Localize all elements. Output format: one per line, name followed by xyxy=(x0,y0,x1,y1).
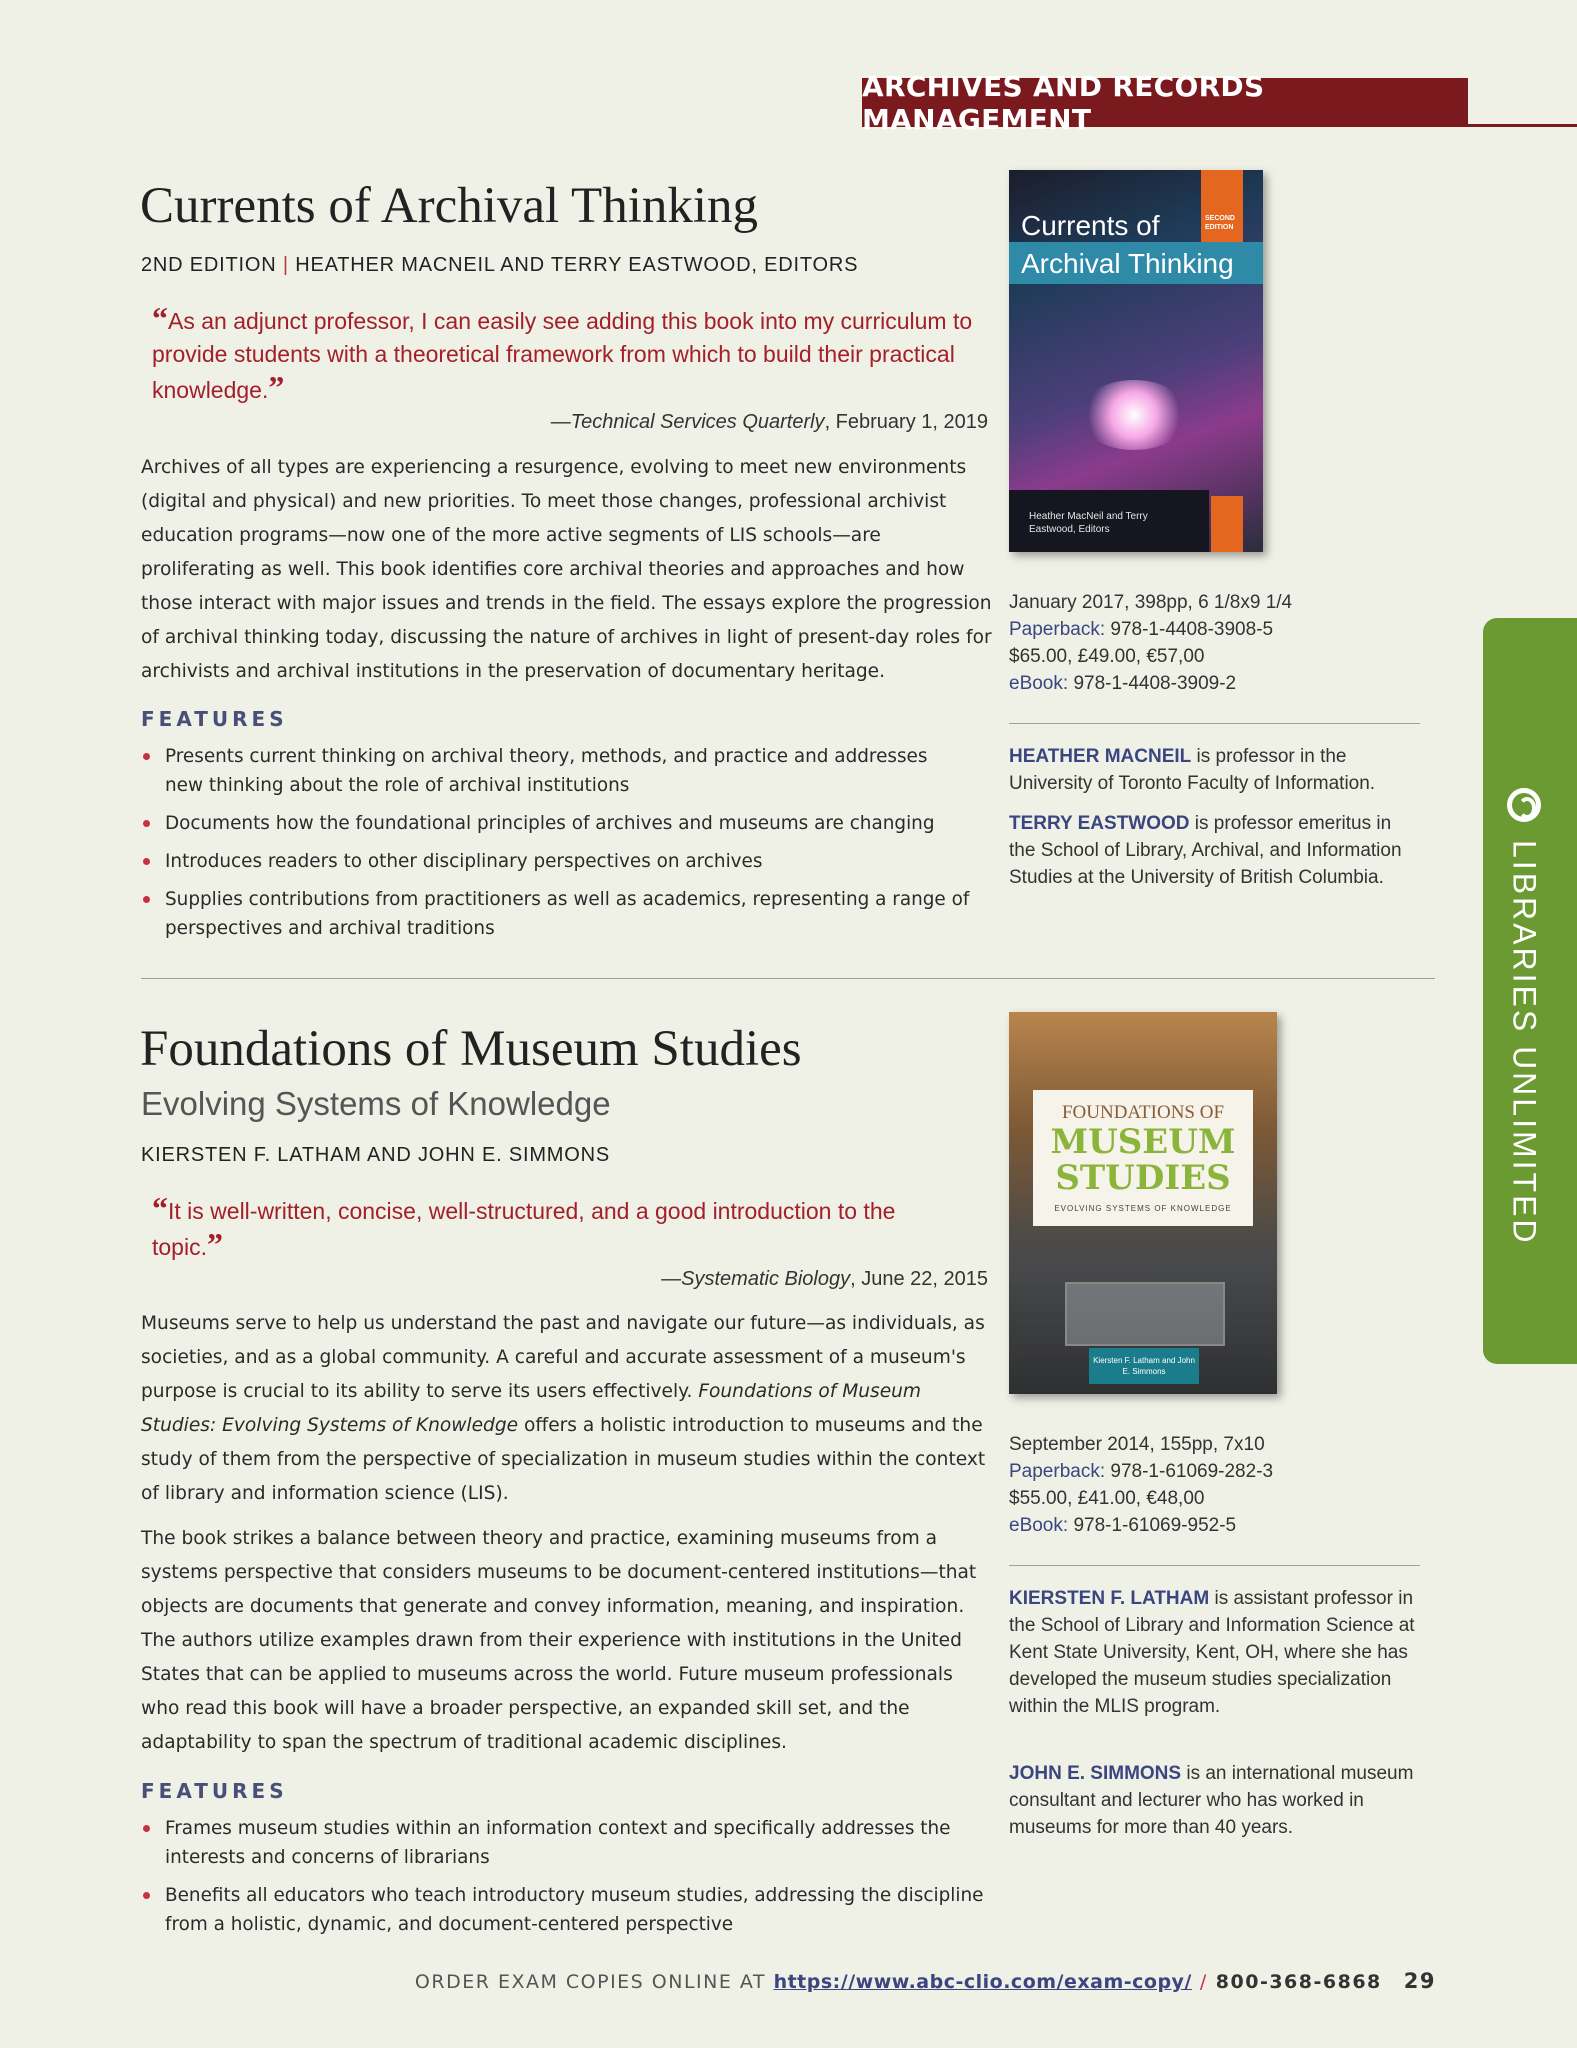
cover-studies: STUDIES xyxy=(1055,1158,1231,1198)
book2-author-bio-1 xyxy=(1009,1585,1429,1720)
feature-item: Benefits all educators who teach introductory museum studies, addressing the discipline from a holistic, dynamic, and document-centered perspective xyxy=(141,1881,1001,1939)
footer-order-text: ORDER EXAM COPIES ONLINE AT xyxy=(414,1971,774,1993)
feature-item: Introduces readers to other disciplinary perspectives on archives xyxy=(141,847,971,876)
cover-line2 xyxy=(1033,1124,1253,1196)
book2-quote-text: It is well-written, concise, well-structured, and a good introduction to the topic. xyxy=(152,1198,896,1260)
cover-authors: Heather MacNeil and Terry Eastwood, Editors xyxy=(1029,511,1148,535)
prices: $55.00, £41.00, €48,00 xyxy=(1009,1488,1205,1509)
ebook-label: eBook: xyxy=(1009,1515,1069,1536)
author-name: TERRY EASTWOOD xyxy=(1009,813,1190,834)
feature-item: Frames museum studies within an information context and specifically addresses the interests and concerns of librarians xyxy=(141,1814,1001,1872)
book1-authors: HEATHER MACNEIL AND TERRY EASTWOOD, EDITORS xyxy=(295,254,859,276)
ebook-label: eBook: xyxy=(1009,673,1069,694)
section-banner xyxy=(862,69,1468,136)
desc-italic-title: Foundations of Museum Studies: Evolving Systems of Knowledge xyxy=(141,1381,922,1436)
author-name: KIERSTEN F. LATHAM xyxy=(1009,1588,1210,1609)
meta-divider xyxy=(1009,1565,1420,1566)
section-title: ARCHIVES AND RECORDS MANAGEMENT xyxy=(862,69,1265,136)
page-number: 29 xyxy=(1403,1969,1436,1993)
book2-quote xyxy=(152,1192,912,1264)
book1-title: Currents of Archival Thinking xyxy=(140,178,759,234)
book1-author-bio-2 xyxy=(1009,810,1409,891)
cover-museum: MUSEUM xyxy=(1050,1122,1236,1162)
prices: $65.00, £49.00, €57,00 xyxy=(1009,646,1205,667)
cover-subtitle: EVOLVING SYSTEMS OF KNOWLEDGE xyxy=(1054,1204,1232,1213)
cover-accent-bottom xyxy=(1211,496,1243,552)
feature-item: Supplies contributions from practitioners as well as academics, representing a range of perspectives and archival traditions xyxy=(141,885,971,943)
cover-title-line1: Currents of xyxy=(1021,210,1160,241)
book1-byline xyxy=(141,254,858,277)
paperback-label: Paperback: xyxy=(1009,619,1106,640)
author-bio: is an international museum consultant and lecturer who has worked in museums for more than 40 years. xyxy=(1009,1763,1414,1838)
book1-description: Archives of all types are experiencing a resurgence, evolving to meet new environments (digital and physical) and new priorities. To meet those changes, professional archivist education programs—now one of the more active segments of LIS schools—are proliferating as well. This book identifies core archival theories and approaches and how those interact with major issues and trends in the field. The essays explore the progression of archival thinking today, discussing the nature of archives in light of present-day roles for archivists and archival institutions in the preservation of documentary heritage. xyxy=(141,457,992,682)
ebook-isbn: 978-1-4408-3909-2 xyxy=(1073,673,1237,694)
paperback-label: Paperback: xyxy=(1009,1461,1106,1482)
book1-author-bio-1 xyxy=(1009,743,1429,797)
feature-item: Documents how the foundational principles of archives and museums are changing xyxy=(141,809,971,838)
book1-pub-info xyxy=(1009,589,1429,697)
banner-rule xyxy=(1468,124,1577,127)
book2-author-bio-2 xyxy=(1009,1760,1429,1841)
book2-pub-info xyxy=(1009,1431,1429,1539)
feature-item: Presents current thinking on archival theory, methods, and practice and addresses new thinking about the role of archival institutions xyxy=(141,742,971,800)
byline-separator: | xyxy=(282,254,289,276)
book2-cover-image xyxy=(1009,1012,1277,1394)
cover-edition: SECOND EDITION xyxy=(1205,215,1235,231)
book2-features-heading: FEATURES xyxy=(141,1779,288,1803)
book1-quote-date: , February 1, 2019 xyxy=(824,411,988,433)
page-footer xyxy=(0,1969,1436,1993)
cover-display-case xyxy=(1065,1282,1225,1346)
book1-features-heading: FEATURES xyxy=(141,707,288,731)
book2-description-p1 xyxy=(141,1307,993,1511)
author-bio: is professor in the University of Toronto Faculty of Information. xyxy=(1009,746,1376,794)
book1-quote xyxy=(152,302,992,407)
meta-divider xyxy=(1009,723,1420,724)
book2-features-list xyxy=(141,1814,1001,1948)
book1-cover-image xyxy=(1009,170,1263,552)
cover-title-panel xyxy=(1033,1090,1253,1226)
book1-quote-source: Technical Services Quarterly xyxy=(570,411,825,433)
desc-text: offers a holistic introduction to museums and the study of them from the perspective of specialization in museum studies within the context of library and information science (LIS). xyxy=(141,1415,986,1504)
paperback-isbn: 978-1-61069-282-3 xyxy=(1110,1461,1274,1482)
pub-info: September 2014, 155pp, 7x10 xyxy=(1009,1434,1265,1455)
book2-quote-attribution: —Systematic Biology, June 22, 2015 xyxy=(661,1268,988,1290)
book1-features-list xyxy=(141,742,971,952)
author-name: HEATHER MACNEIL xyxy=(1009,746,1192,767)
author-name: JOHN E. SIMMONS xyxy=(1009,1763,1182,1784)
book2-title: Foundations of Museum Studies xyxy=(140,1021,802,1077)
book1-edition: 2ND EDITION xyxy=(141,254,277,276)
author-bio: is assistant professor in the School of Library and Information Science at Kent State University, Kent, OH, where she has developed the museum studies specialization within the MLIS program. xyxy=(1009,1588,1415,1717)
book2-description-p2: The book strikes a balance between theory and practice, examining museums from a systems perspective that considers museums to be document-centered institutions—that objects are documents that generate and convey information, meaning, and inspiration. The authors utilize examples drawn from their experience with institutions in the United States that can be applied to museums across the world. Future museum professionals who read this book will have a broader perspective, an expanded skill set, and the adaptability to span the spectrum of traditional academic disciplines. xyxy=(141,1528,977,1753)
exam-copy-link[interactable]: https://www.abc-clio.com/exam-copy/ xyxy=(773,1971,1192,1993)
book1-quote-text: As an adjunct professor, I can easily see adding this book into my curriculum to provide students with a theoretical framework from which to build their practical knowledge. xyxy=(152,308,973,403)
open-quote-mark: “ xyxy=(152,1190,168,1226)
cover-title-line2: Archival Thinking xyxy=(1021,248,1234,279)
libraries-unlimited-logo-icon xyxy=(1507,788,1541,822)
desc-text: Museums serve to help us understand the past and navigate our future—as individuals, as societies, and as a global community. A careful and accurate assessment of a museum's purpose is crucial to its ability to serve its users effectively. xyxy=(141,1313,985,1402)
book2-authors: KIERSTEN F. LATHAM AND JOHN E. SIMMONS xyxy=(141,1144,610,1166)
side-tab-label: LIBRARIES UNLIMITED xyxy=(1506,840,1543,1246)
cover-authors: Kiersten F. Latham and John E. Simmons xyxy=(1089,1348,1199,1384)
paperback-isbn: 978-1-4408-3908-5 xyxy=(1110,619,1274,640)
book2-quote-date: , June 22, 2015 xyxy=(850,1268,988,1290)
footer-phone: 800-368-6868 xyxy=(1215,1971,1382,1993)
close-quote-mark: ” xyxy=(268,369,285,405)
close-quote-mark: ” xyxy=(206,1226,223,1262)
ebook-isbn: 978-1-61069-952-5 xyxy=(1073,1515,1237,1536)
author-bio: is professor emeritus in the School of Library, Archival, and Information Studies at the University of British Columbia. xyxy=(1009,813,1402,888)
book2-quote-source: Systematic Biology xyxy=(681,1268,851,1290)
book1-quote-attribution: —Technical Services Quarterly, February 1, 2019 xyxy=(550,411,988,433)
book2-subtitle: Evolving Systems of Knowledge xyxy=(141,1085,611,1122)
cover-glow xyxy=(1079,380,1189,450)
footer-separator: / xyxy=(1199,1971,1208,1993)
open-quote-mark: “ xyxy=(152,300,168,336)
pub-info: January 2017, 398pp, 6 1/8x9 1/4 xyxy=(1009,592,1293,613)
section-divider xyxy=(141,978,1435,979)
cover-line1: FOUNDATIONS OF xyxy=(1061,1102,1225,1123)
